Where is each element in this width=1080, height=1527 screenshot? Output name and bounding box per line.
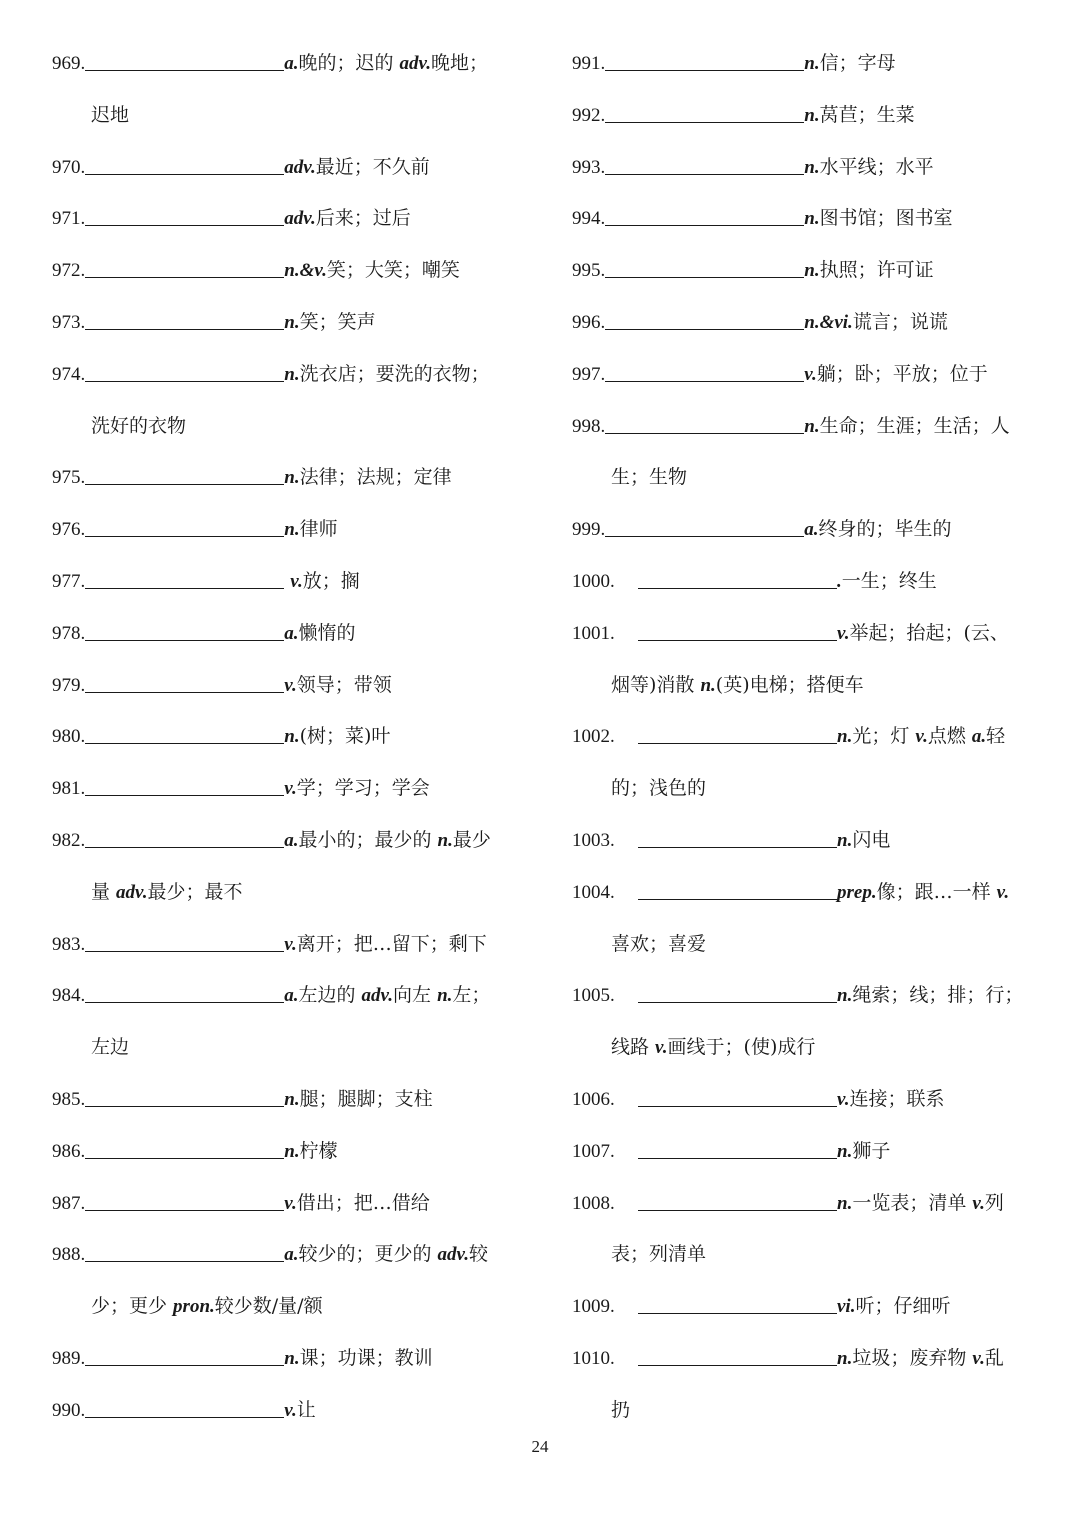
part-of-speech: n. (284, 467, 300, 489)
answer-blank[interactable] (85, 483, 284, 485)
part-of-speech: v. (284, 1192, 297, 1214)
part-of-speech: v. (972, 1347, 985, 1369)
vocab-entry (52, 349, 522, 401)
answer-blank[interactable] (85, 1209, 284, 1211)
entry-number: 995. (572, 260, 606, 282)
definition-text: 连接；联系 (849, 1087, 945, 1110)
answer-blank[interactable] (605, 224, 804, 226)
definition-text: 听；仔细听 (855, 1295, 951, 1318)
part-of-speech: n.&vi. (804, 311, 853, 333)
part-of-speech: n. (837, 1192, 853, 1214)
definition-text: 洗好的衣物 (91, 414, 187, 437)
vocab-entry (572, 1281, 1042, 1333)
part-of-speech: pron. (173, 1296, 215, 1318)
part-of-speech: n. (837, 1140, 853, 1162)
vocab-entry (572, 90, 1042, 142)
entry-number: 1006. (572, 1088, 615, 1110)
definition-text: 离开；把…留下；剩下 (296, 932, 487, 955)
definition-text: 绳索；线；排；行； (852, 984, 1024, 1007)
entry-number: 992. (572, 104, 606, 126)
definition-text: 闪电 (852, 828, 891, 851)
answer-blank[interactable] (85, 691, 284, 693)
definition-text: 一生；终生 (841, 569, 937, 592)
vocab-entry (52, 38, 522, 90)
entry-number: 1001. (572, 622, 615, 644)
part-of-speech: v. (284, 778, 297, 800)
part-of-speech: n. (284, 363, 300, 385)
definition-text: 借出；把…借给 (296, 1191, 430, 1214)
definition-text: 向左 (393, 984, 438, 1007)
entry-number: 986. (52, 1140, 86, 1162)
answer-blank[interactable] (638, 1364, 837, 1366)
part-of-speech: n. (284, 1347, 300, 1369)
answer-blank[interactable] (85, 1260, 284, 1262)
answer-blank[interactable] (605, 69, 804, 71)
answer-blank[interactable] (638, 898, 837, 900)
part-of-speech: v. (972, 1192, 985, 1214)
definition-text: 迟地 (91, 103, 130, 126)
entry-number: 975. (52, 467, 86, 489)
answer-blank[interactable] (85, 276, 284, 278)
vocab-entry (572, 193, 1042, 245)
vocab-entry (572, 970, 1042, 1022)
answer-blank[interactable] (605, 276, 804, 278)
vocab-entry (52, 608, 522, 660)
part-of-speech: adv. (361, 985, 394, 1007)
definition-text: 笑；大笑；嘲笑 (326, 259, 460, 282)
definition-text: 喜欢；喜爱 (611, 932, 707, 955)
entry-number: 1007. (572, 1140, 615, 1162)
definition-text: 笑；笑声 (299, 310, 376, 333)
entry-number: 1004. (572, 881, 615, 903)
part-of-speech: adv. (437, 1244, 470, 1266)
part-of-speech: n. (804, 104, 820, 126)
definition-text: 领导；带领 (296, 673, 392, 696)
definition-text: 线路 (611, 1036, 656, 1059)
definition-text: 懒惰的 (298, 621, 356, 644)
vocab-entry (52, 556, 522, 608)
part-of-speech: n. (437, 829, 453, 851)
entry-number: 993. (572, 156, 606, 178)
part-of-speech: v. (804, 363, 817, 385)
entry-number: 976. (52, 519, 86, 541)
answer-blank[interactable] (605, 380, 804, 382)
entry-number: 979. (52, 674, 86, 696)
vocab-entry (572, 556, 1042, 608)
part-of-speech: n. (284, 1140, 300, 1162)
definition-text: 学；学习；学会 (296, 777, 430, 800)
entry-number: 974. (52, 363, 86, 385)
vocab-entry (572, 504, 1042, 556)
definition-text: 表；列清单 (611, 1243, 707, 1266)
entry-number: 989. (52, 1347, 86, 1369)
vocab-continuation (52, 401, 522, 453)
vocab-entry (572, 1333, 1042, 1385)
part-of-speech: a. (284, 985, 299, 1007)
answer-blank[interactable] (85, 1416, 284, 1418)
vocab-continuation (572, 452, 1042, 504)
definition-text: 乱 (984, 1346, 1004, 1369)
definition-text: 执照；许可证 (819, 259, 934, 282)
entry-number: 978. (52, 622, 86, 644)
entry-number: 994. (572, 208, 606, 230)
answer-blank[interactable] (638, 1157, 837, 1159)
part-of-speech: v. (284, 674, 297, 696)
vocab-entry (52, 1333, 522, 1385)
vocab-continuation (572, 1229, 1042, 1281)
definition-text: 较少的；更少的 (298, 1243, 438, 1266)
definition-text: 垃圾；废弃物 (852, 1346, 973, 1369)
entry-number: 977. (52, 570, 86, 592)
entry-number: 1008. (572, 1192, 615, 1214)
vocab-entry (52, 1126, 522, 1178)
definition-text: 法律；法规；定律 (299, 466, 452, 489)
entry-number: 1000. (572, 570, 615, 592)
left-column (52, 38, 522, 1437)
vocab-continuation (572, 660, 1042, 712)
answer-blank[interactable] (638, 1001, 837, 1003)
entry-number: 998. (572, 415, 606, 437)
vocab-continuation (572, 1385, 1042, 1437)
definition-text: 课；功课；教训 (299, 1346, 433, 1369)
part-of-speech: . (837, 570, 842, 592)
vocab-entry (52, 1178, 522, 1230)
definition-text: 放；搁 (302, 569, 360, 592)
entry-number: 1003. (572, 829, 615, 851)
vocab-entry (52, 1385, 522, 1437)
vocab-entry (572, 38, 1042, 90)
vocab-entry (52, 815, 522, 867)
part-of-speech: n. (284, 311, 300, 333)
vocab-continuation (572, 919, 1042, 971)
vocab-entry (52, 142, 522, 194)
vocab-entry (572, 1126, 1042, 1178)
entry-number: 971. (52, 208, 86, 230)
part-of-speech: a. (804, 519, 819, 541)
vocab-entry (572, 608, 1042, 660)
part-of-speech: a. (971, 726, 987, 748)
definition-text: 最少 (452, 828, 491, 851)
definition-text: 晚地； (431, 52, 489, 74)
entry-number: 980. (52, 726, 86, 748)
definition-text: 列 (984, 1191, 1004, 1214)
definition-text: 洗衣店；要洗的衣物； (299, 362, 490, 385)
vocab-entry (52, 970, 522, 1022)
vocab-entry (572, 245, 1042, 297)
entry-number: 1010. (572, 1347, 615, 1369)
definition-text: 点燃 (927, 725, 972, 748)
answer-blank[interactable] (605, 535, 804, 537)
part-of-speech: n. (804, 156, 820, 178)
part-of-speech: v. (290, 570, 303, 592)
part-of-speech: n. (284, 519, 300, 541)
definition-text: 后来；过后 (315, 207, 411, 230)
answer-blank[interactable] (85, 1364, 284, 1366)
entry-number: 997. (572, 363, 606, 385)
part-of-speech: a. (284, 829, 299, 851)
definition-text: 终身的；毕生的 (818, 518, 952, 541)
definition-text: 图书馆；图书室 (819, 207, 953, 230)
vocab-continuation (52, 1022, 522, 1074)
definition-text: 扔 (611, 1398, 631, 1421)
answer-blank[interactable] (85, 950, 284, 952)
part-of-speech: prep. (837, 881, 877, 903)
answer-blank[interactable] (85, 742, 284, 744)
definition-text: 左； (452, 984, 491, 1007)
vocab-continuation (52, 867, 522, 919)
definition-text: 最少；最不 (147, 880, 243, 903)
definition-text: 左边的 (298, 984, 362, 1007)
part-of-speech: adv. (116, 881, 148, 903)
definition-text: 生命；生涯；生活；人 (819, 414, 1010, 437)
part-of-speech: n. (804, 415, 820, 437)
vocab-entry (572, 142, 1042, 194)
answer-blank[interactable] (85, 1001, 284, 1003)
part-of-speech: n. (284, 726, 300, 748)
entry-number: 991. (572, 53, 606, 74)
definition-text: 光；灯 (852, 725, 916, 748)
answer-blank[interactable] (638, 587, 837, 589)
vocab-entry (572, 401, 1042, 453)
vocab-continuation (52, 90, 522, 142)
part-of-speech: n.&v. (284, 260, 327, 282)
part-of-speech: v. (837, 1088, 850, 1110)
answer-blank[interactable] (85, 846, 284, 848)
part-of-speech: n. (284, 1088, 300, 1110)
vocab-entry (572, 349, 1042, 401)
definition-text: 左边 (91, 1036, 130, 1059)
definition-text: 最小的；最少的 (298, 828, 438, 851)
definition-text: 一览表；清单 (852, 1191, 973, 1214)
definition-text: 腿；腿脚；支柱 (299, 1087, 433, 1110)
part-of-speech: a. (284, 1244, 299, 1266)
vocab-entry (572, 867, 1042, 919)
vocab-entry (572, 1074, 1042, 1126)
entry-number: 999. (572, 519, 606, 541)
answer-blank[interactable] (85, 1105, 284, 1107)
part-of-speech: adv. (284, 208, 316, 230)
answer-blank[interactable] (85, 639, 284, 641)
vocab-entry (52, 660, 522, 712)
answer-blank[interactable] (638, 639, 837, 641)
part-of-speech: n. (837, 985, 853, 1007)
vocab-entry (52, 297, 522, 349)
entry-number: 990. (52, 1399, 86, 1421)
definition-text: 量 (91, 880, 117, 903)
answer-blank[interactable] (85, 69, 284, 71)
answer-blank[interactable] (85, 535, 284, 537)
entry-number: 1005. (572, 985, 615, 1007)
vocab-continuation (572, 763, 1042, 815)
vocab-entry (572, 711, 1042, 763)
definition-text: 莴苣；生菜 (819, 103, 915, 126)
definition-text: (树；菜)叶 (299, 725, 391, 748)
part-of-speech: a. (284, 53, 299, 74)
entry-number: 982. (52, 829, 86, 851)
answer-blank[interactable] (638, 742, 837, 744)
answer-blank[interactable] (605, 328, 804, 330)
vocab-entry (52, 763, 522, 815)
answer-blank[interactable] (638, 1312, 837, 1314)
part-of-speech: adv. (399, 53, 432, 74)
definition-text: 柠檬 (299, 1139, 338, 1162)
answer-blank[interactable] (85, 587, 284, 589)
definition-text: 的；浅色的 (611, 777, 707, 800)
vocab-entry (52, 711, 522, 763)
definition-text: 狮子 (852, 1139, 891, 1162)
definition-text: 让 (296, 1398, 316, 1421)
answer-blank[interactable] (638, 846, 837, 848)
entry-number: 984. (52, 985, 86, 1007)
part-of-speech: vi. (837, 1296, 856, 1318)
entry-number: 1009. (572, 1296, 615, 1318)
part-of-speech: n. (804, 53, 820, 74)
definition-text: 烟等)消散 (611, 673, 701, 696)
answer-blank[interactable] (85, 328, 284, 330)
vocab-entry (52, 193, 522, 245)
answer-blank[interactable] (605, 173, 804, 175)
definition-text: 少；更少 (91, 1295, 174, 1318)
part-of-speech: v. (996, 881, 1010, 903)
part-of-speech: a. (284, 622, 299, 644)
definition-text: 律师 (299, 518, 338, 541)
part-of-speech: v. (284, 1399, 297, 1421)
vocab-entry (52, 504, 522, 556)
part-of-speech: v. (837, 622, 850, 644)
answer-blank[interactable] (605, 121, 804, 123)
part-of-speech: n. (437, 985, 453, 1007)
definition-text: 轻 (986, 725, 1006, 748)
part-of-speech: n. (837, 726, 853, 748)
vocab-entry (52, 1074, 522, 1126)
definition-text: 较少数/量/额 (214, 1295, 323, 1318)
part-of-speech: n. (804, 260, 820, 282)
part-of-speech: n. (837, 1347, 853, 1369)
part-of-speech: n. (804, 208, 820, 230)
definition-text: 生；生物 (611, 466, 688, 489)
part-of-speech: v. (915, 726, 928, 748)
answer-blank[interactable] (85, 224, 284, 226)
vocab-continuation (52, 1281, 522, 1333)
vocab-entry (52, 919, 522, 971)
answer-blank[interactable] (85, 1157, 284, 1159)
right-column (572, 38, 1042, 1437)
definition-text: 画线于；(使)成行 (667, 1036, 816, 1059)
entry-number: 972. (52, 260, 86, 282)
entry-number: 996. (572, 311, 606, 333)
answer-blank[interactable] (85, 794, 284, 796)
part-of-speech: v. (655, 1037, 668, 1059)
definition-text: 举起；抬起；(云、 (849, 621, 1009, 644)
definition-text: 像；跟…一样 (876, 880, 997, 903)
part-of-speech: n. (837, 829, 853, 851)
definition-text: (英)电梯；搭便车 (715, 673, 864, 696)
answer-blank[interactable] (638, 1209, 837, 1211)
vocab-entry (52, 245, 522, 297)
vocab-entry (572, 815, 1042, 867)
vocab-entry (52, 452, 522, 504)
part-of-speech: adv. (284, 156, 316, 178)
entry-number: 987. (52, 1192, 86, 1214)
vocab-entry (572, 297, 1042, 349)
entry-number: 985. (52, 1088, 86, 1110)
definition-text: 最近；不久前 (315, 155, 430, 178)
page-number: 24 (531, 1437, 549, 1456)
entry-number: 988. (52, 1244, 86, 1266)
vocab-entry (52, 1229, 522, 1281)
definition-text: 谎言；说谎 (852, 310, 948, 333)
entry-number: 973. (52, 311, 86, 333)
definition-text: 晚的；迟的 (298, 52, 400, 74)
entry-number: 983. (52, 933, 86, 955)
definition-text: 躺；卧；平放；位于 (816, 362, 988, 385)
definition-text: 信；字母 (819, 52, 896, 74)
entry-number: 970. (52, 156, 86, 178)
answer-blank[interactable] (638, 1105, 837, 1107)
vocab-continuation (572, 1022, 1042, 1074)
entry-number: 981. (52, 778, 86, 800)
definition-text: 较 (469, 1243, 489, 1266)
definition-text: 水平线；水平 (819, 155, 934, 178)
vocab-entry (572, 1178, 1042, 1230)
entry-number: 1002. (572, 726, 615, 748)
part-of-speech: v. (284, 933, 297, 955)
entry-number: 969. (52, 53, 86, 74)
part-of-speech: n. (700, 674, 716, 696)
answer-blank[interactable] (85, 173, 284, 175)
answer-blank[interactable] (85, 380, 284, 382)
answer-blank[interactable] (605, 432, 804, 434)
